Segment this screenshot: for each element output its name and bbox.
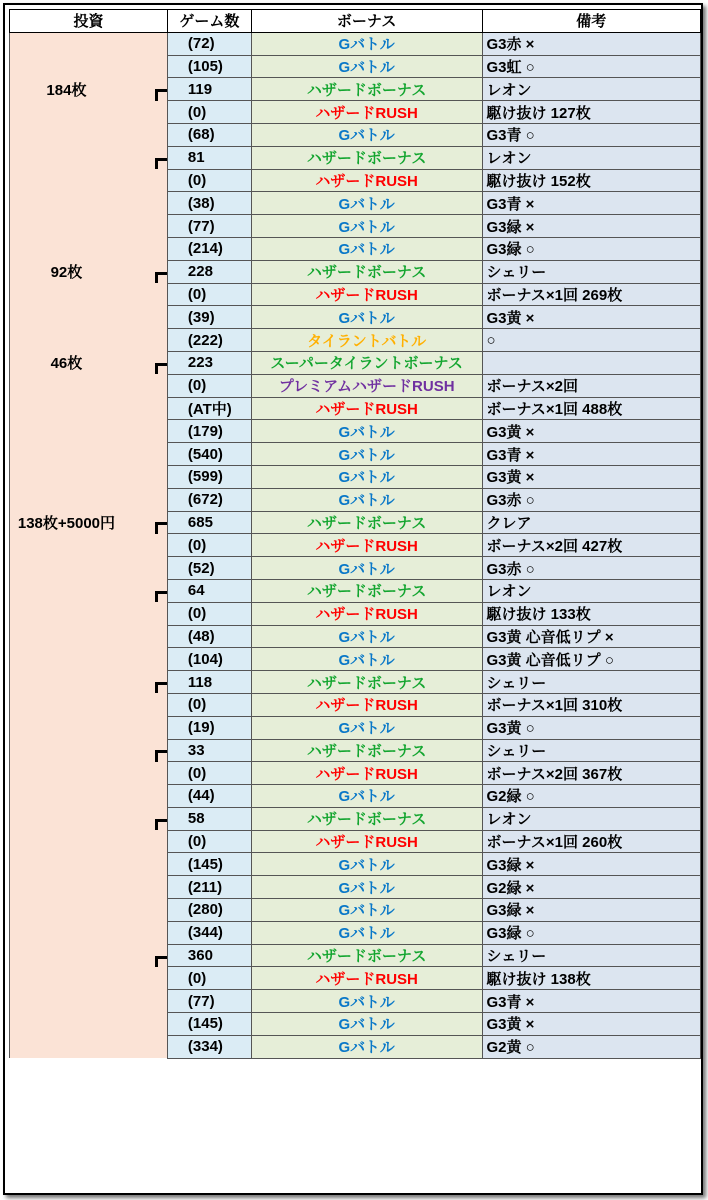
table-row: [10, 876, 701, 899]
games-cell: (540): [167, 443, 251, 466]
games-cell: (52): [167, 557, 251, 580]
header-row: [10, 10, 701, 33]
table-row: [10, 625, 701, 648]
investment-cell: [10, 967, 168, 990]
bonus-cell: Gバトル: [251, 1013, 482, 1036]
table-row: [10, 237, 701, 260]
header-notes: 備考: [482, 10, 701, 33]
investment-cell: [10, 648, 168, 671]
games-cell: (280): [167, 899, 251, 922]
investment-cell: [10, 785, 168, 808]
games-cell: (334): [167, 1035, 251, 1058]
table-row: [10, 807, 701, 830]
bonus-cell: Gバトル: [251, 716, 482, 739]
games-cell: 58: [167, 807, 251, 830]
table-row: [10, 693, 701, 716]
investment-cell: 184枚: [10, 78, 168, 101]
table-row: [10, 899, 701, 922]
spreadsheet-frame: [3, 3, 703, 1195]
investment-cell: [10, 921, 168, 944]
games-cell: (48): [167, 625, 251, 648]
notes-cell: G3黄 心音低リプ ×: [482, 625, 701, 648]
bonus-cell: Gバトル: [251, 876, 482, 899]
header-games: ゲーム数: [167, 10, 251, 33]
bonus-cell: ハザードボーナス: [251, 671, 482, 694]
notes-cell: シェリー: [482, 671, 701, 694]
bonus-cell: Gバトル: [251, 899, 482, 922]
table-row: [10, 990, 701, 1013]
games-cell: 223: [167, 351, 251, 374]
notes-cell: G3緑 ×: [482, 215, 701, 238]
games-cell: (0): [167, 283, 251, 306]
table-row: [10, 853, 701, 876]
bonus-cell: ハザードRUSH: [251, 693, 482, 716]
bonus-cell: ハザードRUSH: [251, 967, 482, 990]
table-row: [10, 648, 701, 671]
table-row: [10, 55, 701, 78]
table-row: [10, 374, 701, 397]
notes-cell: G3黄 ×: [482, 1013, 701, 1036]
games-cell: 119: [167, 78, 251, 101]
table-row: [10, 283, 701, 306]
investment-cell: [10, 762, 168, 785]
table-row: [10, 830, 701, 853]
games-cell: (19): [167, 716, 251, 739]
notes-cell: G3赤 ○: [482, 557, 701, 580]
bonus-cell: Gバトル: [251, 785, 482, 808]
table-row: [10, 101, 701, 124]
bonus-cell: ハザードボーナス: [251, 260, 482, 283]
bonus-cell: Gバトル: [251, 443, 482, 466]
notes-cell: G2黄 ○: [482, 1035, 701, 1058]
table-row: [10, 123, 701, 146]
play-log-table: [9, 9, 701, 1059]
games-cell: (222): [167, 329, 251, 352]
bonus-cell: Gバトル: [251, 55, 482, 78]
notes-cell: G3黄 ○: [482, 716, 701, 739]
notes-cell: G3青 ○: [482, 123, 701, 146]
games-cell: 118: [167, 671, 251, 694]
table-row: [10, 785, 701, 808]
notes-cell: レオン: [482, 78, 701, 101]
investment-cell: [10, 739, 168, 762]
bonus-cell: Gバトル: [251, 237, 482, 260]
investment-cell: [10, 693, 168, 716]
bonus-cell: Gバトル: [251, 488, 482, 511]
table-body: [10, 32, 701, 1058]
table-row: [10, 146, 701, 169]
investment-cell: [10, 488, 168, 511]
bonus-cell: ハザードRUSH: [251, 397, 482, 420]
notes-cell: G3赤 ×: [482, 32, 701, 55]
bonus-cell: ハザードRUSH: [251, 762, 482, 785]
games-cell: 228: [167, 260, 251, 283]
games-cell: (77): [167, 215, 251, 238]
games-cell: (104): [167, 648, 251, 671]
notes-cell: レオン: [482, 579, 701, 602]
investment-cell: [10, 329, 168, 352]
table-row: [10, 32, 701, 55]
investment-cell: [10, 557, 168, 580]
bonus-cell: Gバトル: [251, 990, 482, 1013]
notes-cell: レオン: [482, 146, 701, 169]
notes-cell: G2緑 ×: [482, 876, 701, 899]
games-cell: 685: [167, 511, 251, 534]
table-row: [10, 306, 701, 329]
bonus-cell: ハザードボーナス: [251, 944, 482, 967]
notes-cell: G3赤 ○: [482, 488, 701, 511]
investment-cell: [10, 876, 168, 899]
games-cell: (214): [167, 237, 251, 260]
notes-cell: G3黄 ×: [482, 306, 701, 329]
table-row: [10, 351, 701, 374]
games-cell: 360: [167, 944, 251, 967]
investment-cell: [10, 123, 168, 146]
investment-cell: [10, 465, 168, 488]
investment-cell: [10, 237, 168, 260]
investment-cell: [10, 602, 168, 625]
bonus-cell: Gバトル: [251, 123, 482, 146]
investment-cell: [10, 215, 168, 238]
notes-cell: G3黄 心音低リプ ○: [482, 648, 701, 671]
investment-cell: [10, 1035, 168, 1058]
games-cell: (0): [167, 762, 251, 785]
notes-cell: ボーナス×1回 488枚: [482, 397, 701, 420]
bonus-cell: ハザードボーナス: [251, 78, 482, 101]
investment-cell: [10, 374, 168, 397]
table-row: [10, 602, 701, 625]
games-cell: (105): [167, 55, 251, 78]
notes-cell: ボーナス×2回: [482, 374, 701, 397]
notes-cell: ボーナス×1回 260枚: [482, 830, 701, 853]
investment-cell: [10, 534, 168, 557]
bonus-cell: ハザードボーナス: [251, 739, 482, 762]
games-cell: (0): [167, 374, 251, 397]
bonus-cell: Gバトル: [251, 625, 482, 648]
investment-cell: [10, 625, 168, 648]
investment-cell: [10, 671, 168, 694]
header-bonus: ボーナス: [251, 10, 482, 33]
investment-cell: [10, 807, 168, 830]
table-row: [10, 511, 701, 534]
bonus-cell: ハザードRUSH: [251, 169, 482, 192]
investment-cell: [10, 55, 168, 78]
bonus-cell: Gバトル: [251, 420, 482, 443]
notes-cell: 駆け抜け 152枚: [482, 169, 701, 192]
notes-cell: レオン: [482, 807, 701, 830]
table-row: [10, 1035, 701, 1058]
notes-cell: [482, 351, 701, 374]
table-row: [10, 967, 701, 990]
bonus-cell: Gバトル: [251, 215, 482, 238]
investment-cell: [10, 944, 168, 967]
bonus-cell: Gバトル: [251, 557, 482, 580]
bonus-cell: Gバトル: [251, 1035, 482, 1058]
investment-cell: [10, 899, 168, 922]
games-cell: 81: [167, 146, 251, 169]
notes-cell: G3黄 ×: [482, 465, 701, 488]
table-row: [10, 329, 701, 352]
notes-cell: ボーナス×1回 269枚: [482, 283, 701, 306]
notes-cell: 駆け抜け 138枚: [482, 967, 701, 990]
games-cell: 33: [167, 739, 251, 762]
bonus-cell: Gバトル: [251, 465, 482, 488]
table-row: [10, 1013, 701, 1036]
table-row: [10, 420, 701, 443]
games-cell: (145): [167, 853, 251, 876]
notes-cell: G2緑 ○: [482, 785, 701, 808]
notes-cell: G3青 ×: [482, 990, 701, 1013]
bonus-cell: ハザードRUSH: [251, 283, 482, 306]
bonus-cell: プレミアムハザードRUSH: [251, 374, 482, 397]
games-cell: (0): [167, 602, 251, 625]
table-row: [10, 397, 701, 420]
investment-cell: [10, 853, 168, 876]
bonus-cell: ハザードRUSH: [251, 101, 482, 124]
investment-cell: [10, 830, 168, 853]
investment-cell: [10, 397, 168, 420]
games-cell: (77): [167, 990, 251, 1013]
table-row: [10, 716, 701, 739]
games-cell: (344): [167, 921, 251, 944]
games-cell: (179): [167, 420, 251, 443]
table-row: [10, 192, 701, 215]
games-cell: (0): [167, 101, 251, 124]
bonus-cell: スーパータイラントボーナス: [251, 351, 482, 374]
header-investment: 投資: [10, 10, 168, 33]
table-row: [10, 739, 701, 762]
notes-cell: 駆け抜け 133枚: [482, 602, 701, 625]
games-cell: (599): [167, 465, 251, 488]
games-cell: (68): [167, 123, 251, 146]
notes-cell: シェリー: [482, 260, 701, 283]
investment-cell: [10, 420, 168, 443]
investment-cell: [10, 716, 168, 739]
games-cell: (AT中): [167, 397, 251, 420]
investment-cell: 92枚: [10, 260, 168, 283]
notes-cell: G3緑 ○: [482, 237, 701, 260]
bonus-cell: タイラントバトル: [251, 329, 482, 352]
bonus-cell: ハザードボーナス: [251, 579, 482, 602]
table-row: [10, 169, 701, 192]
bonus-cell: Gバトル: [251, 853, 482, 876]
notes-cell: ボーナス×1回 310枚: [482, 693, 701, 716]
bonus-cell: Gバトル: [251, 648, 482, 671]
investment-cell: [10, 443, 168, 466]
games-cell: 64: [167, 579, 251, 602]
bonus-cell: Gバトル: [251, 306, 482, 329]
investment-cell: [10, 283, 168, 306]
notes-cell: 駆け抜け 127枚: [482, 101, 701, 124]
investment-cell: [10, 579, 168, 602]
games-cell: (39): [167, 306, 251, 329]
table-row: [10, 534, 701, 557]
table-row: [10, 260, 701, 283]
bonus-cell: ハザードRUSH: [251, 534, 482, 557]
bonus-cell: ハザードボーナス: [251, 807, 482, 830]
investment-cell: [10, 101, 168, 124]
investment-cell: [10, 192, 168, 215]
investment-cell: [10, 146, 168, 169]
table-row: [10, 557, 701, 580]
notes-cell: ボーナス×2回 367枚: [482, 762, 701, 785]
games-cell: (38): [167, 192, 251, 215]
investment-cell: [10, 306, 168, 329]
investment-cell: 46枚: [10, 351, 168, 374]
table-row: [10, 443, 701, 466]
bonus-cell: Gバトル: [251, 921, 482, 944]
games-cell: (145): [167, 1013, 251, 1036]
games-cell: (211): [167, 876, 251, 899]
bonus-cell: ハザードボーナス: [251, 511, 482, 534]
investment-cell: [10, 169, 168, 192]
investment-cell: 138枚+5000円: [10, 511, 168, 534]
notes-cell: シェリー: [482, 739, 701, 762]
bonus-cell: ハザードボーナス: [251, 146, 482, 169]
games-cell: (0): [167, 534, 251, 557]
table-row: [10, 488, 701, 511]
notes-cell: クレア: [482, 511, 701, 534]
table-row: [10, 762, 701, 785]
notes-cell: G3緑 ○: [482, 921, 701, 944]
games-cell: (0): [167, 693, 251, 716]
games-cell: (0): [167, 967, 251, 990]
games-cell: (0): [167, 830, 251, 853]
investment-cell: [10, 1013, 168, 1036]
notes-cell: ボーナス×2回 427枚: [482, 534, 701, 557]
bonus-cell: Gバトル: [251, 32, 482, 55]
notes-cell: G3緑 ×: [482, 899, 701, 922]
investment-cell: [10, 32, 168, 55]
notes-cell: G3青 ×: [482, 443, 701, 466]
table-row: [10, 465, 701, 488]
investment-cell: [10, 990, 168, 1013]
table-row: [10, 921, 701, 944]
table-row: [10, 215, 701, 238]
bonus-cell: ハザードRUSH: [251, 830, 482, 853]
games-cell: (0): [167, 169, 251, 192]
games-cell: (44): [167, 785, 251, 808]
bonus-cell: ハザードRUSH: [251, 602, 482, 625]
table-row: [10, 579, 701, 602]
notes-cell: ○: [482, 329, 701, 352]
notes-cell: シェリー: [482, 944, 701, 967]
table-row: [10, 944, 701, 967]
table-row: [10, 78, 701, 101]
notes-cell: G3虹 ○: [482, 55, 701, 78]
notes-cell: G3緑 ×: [482, 853, 701, 876]
games-cell: (72): [167, 32, 251, 55]
table-row: [10, 671, 701, 694]
bonus-cell: Gバトル: [251, 192, 482, 215]
games-cell: (672): [167, 488, 251, 511]
notes-cell: G3青 ×: [482, 192, 701, 215]
notes-cell: G3黄 ×: [482, 420, 701, 443]
